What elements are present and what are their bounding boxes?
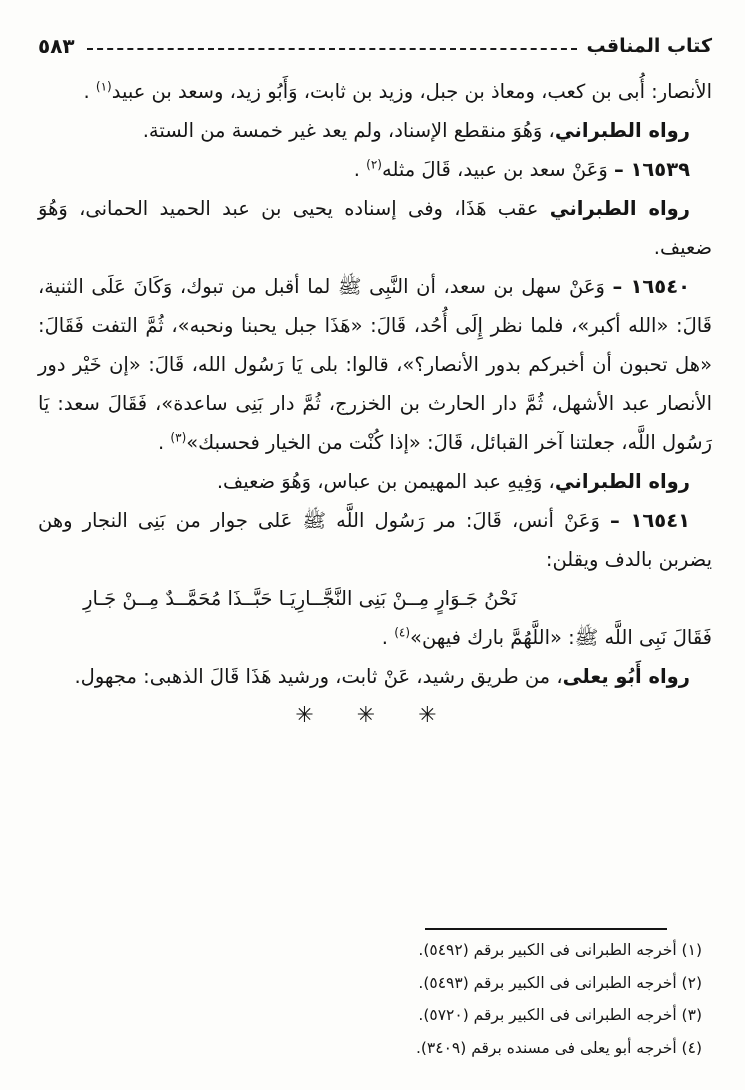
attribution-lead: رواه أَبُو يعلى (562, 665, 690, 688)
hadith-16539 (38, 150, 712, 189)
paragraph-tail: . (158, 431, 171, 454)
footnote-item: (١) أخرجه الطبرانى فى الكبير برقم (٥٤٩٢). (418, 941, 702, 959)
attribution-text: عقب هَذَا، وفى إسناده يحيى بن عبد الحميد الحمانى، وَهُوَ ضعيف. (38, 197, 712, 259)
footnote-marker: (٤) (394, 625, 411, 640)
attribution-text: ، وَفِيهِ عبد المهيمن بن عباس، وَهُوَ ضعيف. (216, 470, 555, 493)
paragraph-tail: . (381, 626, 395, 649)
attribution-lead: رواه الطبراني (554, 470, 690, 493)
footnote-marker: (٢) (366, 157, 382, 172)
hadith-16541 (38, 501, 712, 579)
footnote-item: (٤) أخرجه أبو يعلى فى مسنده برقم (٣٤٠٩). (415, 1038, 702, 1057)
attribution-text: ، من طريق رشيد، عَنْ ثابت، ورشيد هَذَا قَالَ الذهبى: مجهول. (74, 665, 563, 688)
narrator-attribution (38, 462, 712, 501)
narrator-attribution (38, 189, 712, 267)
verse-hemistich-right: نَحْنُ جَـوَارٍ مِــنْ بَنِى النَّجَّــارِ (295, 587, 517, 610)
attribution-text: ، وَهُوَ منقطع الإسناد، ولم يعد غير خمسة من الستة. (142, 119, 555, 142)
footnote-item: (٣) أخرجه الطبرانى فى الكبير برقم (٥٧٢٠). (418, 1006, 702, 1024)
paragraph-tail: . (353, 158, 367, 181)
final-attribution (38, 657, 712, 696)
hadith-text: وَعَنْ سهل بن سعد، أن النَّبِى ﷺ لما أقبل من تبوك، وَكَانَ عَلَى الثنية، قَالَ: «الله أكبر»، فلما نظر إِلَى أُحُد، قَالَ: «هَذَا جبل يحبنا ونحبه»، ثُمَّ التفت فَقَالَ: «هل تحبون أن أخبركم بدور الأنصار؟»، قالوا: بلى يَا رَسُول الله، قَالَ: «إن خَيْر دور الأنصار عبد الأشهل، ثُمَّ دار الحارث بن الخزرج، ثُمَّ دار بَنِى ساعدة»، فَقَالَ سعد: يَا رَسُول اللَّه، جعلتنا آخر القبائل، قَالَ: «إذا كُنْت من الخيار فحسبك» (38, 275, 712, 454)
page-number: ٥٨٣ (38, 34, 75, 58)
hadith-text: وَعَنْ سعد بن عبيد، قَالَ مثله (381, 158, 614, 181)
narrator-attribution (38, 111, 712, 150)
after-verse-line (38, 618, 712, 657)
attribution-lead: رواه الطبراني (554, 119, 690, 142)
dash-leader-line (87, 48, 577, 50)
hadith-number: ١٦٥٤١ – (610, 509, 690, 532)
hadith-number: ١٦٥٣٩ – (613, 158, 690, 181)
verse-hemistich-left: يَـا حَبَّــذَا مُحَمَّــدٌ مِــنْ جَـارِ (83, 587, 296, 610)
hadith-16540 (38, 267, 712, 462)
hadith-text: وَعَنْ أنس، قَالَ: مر رَسُول اللَّه ﷺ عَلى جوار من بَنِى النجار وهن يضربن بالدف ويقلن: (38, 509, 712, 571)
page-body (38, 72, 712, 735)
poetry-verse (83, 579, 517, 618)
hadith-number: ١٦٥٤٠ – (612, 275, 690, 298)
section-end-ornament: ✳ ✳ ✳ (295, 703, 455, 728)
after-verse-text: فَقَالَ نَبِى اللَّه ﷺ: «اللَّهُمَّ بارك فيهن» (410, 626, 712, 649)
page-header (38, 30, 712, 62)
paragraph-tail: . (83, 80, 96, 103)
footnote-separator-line (425, 928, 667, 930)
footnote-marker: (٣) (170, 430, 187, 445)
footnote-marker: (١) (95, 79, 112, 94)
paragraph-text: الأنصار: أُبى بن كعب، ومعاذ بن جبل، وزيد بن ثابت، وَأَبُو زيد، وسعد بن عبيد (111, 80, 712, 103)
book-title: كتاب المناقب (586, 35, 712, 57)
footnotes-block (38, 928, 702, 1064)
paragraph-continuation (38, 72, 712, 111)
footnote-item: (٢) أخرجه الطبرانى فى الكبير برقم (٥٤٩٣). (418, 973, 702, 992)
attribution-lead: رواه الطبراني (549, 197, 690, 220)
